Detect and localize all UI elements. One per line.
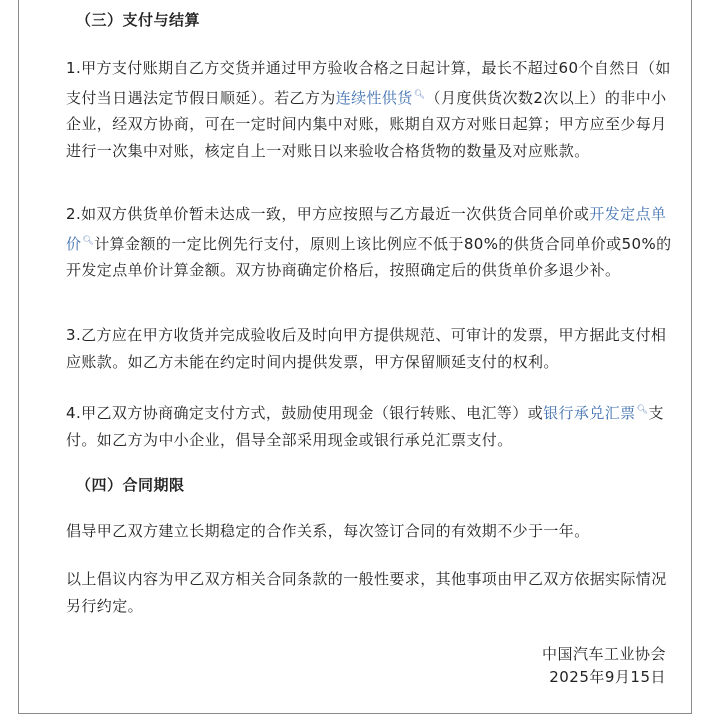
paragraph-text: 4.甲乙双方协商确定支付方式，鼓励使用现金（银行转账、电汇等）或 bbox=[66, 404, 544, 422]
paragraph-text: 1.甲方支付账期自乙方交货并通过甲方验收合格之日起计算，最长不超过60个自然日（如支付当日遇法定节假日顺延）。若乙方为 bbox=[66, 59, 671, 107]
link-bank-acceptance[interactable]: 银行承兑汇票 bbox=[543, 404, 636, 422]
section-heading-contract-term: （四）合同期限 bbox=[76, 476, 185, 494]
signature-organization: 中国汽车工业协会 bbox=[541, 645, 666, 663]
paragraph-unit-price bbox=[66, 201, 672, 284]
link-development-price[interactable]: 开发定点单价 bbox=[66, 205, 667, 253]
search-icon: 🔍︎ bbox=[413, 89, 426, 100]
paragraph-invoice: 3.乙方应在甲方收货并完成验收后及时向甲方提供规范、可审计的发票，甲方据此支付相应账款。如乙方未能在约定时间内提供发票，甲方保留顺延支付的权利。 bbox=[66, 326, 667, 371]
paragraph-text: 2.如双方供货单价暂未达成一致，甲方应按照与乙方最近一次供货合同单价或 bbox=[66, 205, 590, 223]
paragraph-contract-duration: 倡导甲乙双方建立长期稳定的合作关系，每次签订合同的有效期不少于一年。 bbox=[66, 522, 590, 540]
paragraph-payment-term bbox=[66, 55, 672, 164]
search-icon: 🔍︎ bbox=[636, 405, 649, 415]
paragraph-text: （月度供货次数2次以上）的非中小企业，经双方协商，可在一定时间内集中对账，账期自双方对账日起算；甲方应至少每月进行一次集中对账，核定自上一对账日以来验收合格货物的数量及对应账款。 bbox=[66, 88, 667, 160]
section-heading-payment: （三）支付与结算 bbox=[76, 11, 201, 29]
paragraph-text: 支付。如乙方为中小企业，倡导全部采用现金或银行承兑汇票支付。 bbox=[66, 404, 664, 449]
paragraph-payment-method bbox=[66, 397, 672, 453]
search-icon: 🔍︎ bbox=[82, 235, 95, 246]
paragraph-closing-note: 以上倡议内容为甲乙双方相关合同条款的一般性要求，其他事项由甲乙双方依据实际情况另行约定。 bbox=[66, 570, 667, 615]
paragraph-text: 计算金额的一定比例先行支付，原则上该比例应不低于80%的供货合同单价或50%的开发定点单价计算金额。双方协商确定价格后，按照确定后的供货单价多退少补。 bbox=[66, 234, 672, 279]
signature-date: 2025年9月15日 bbox=[549, 668, 666, 686]
link-continuous-supply[interactable]: 连续性供货 bbox=[335, 88, 413, 107]
